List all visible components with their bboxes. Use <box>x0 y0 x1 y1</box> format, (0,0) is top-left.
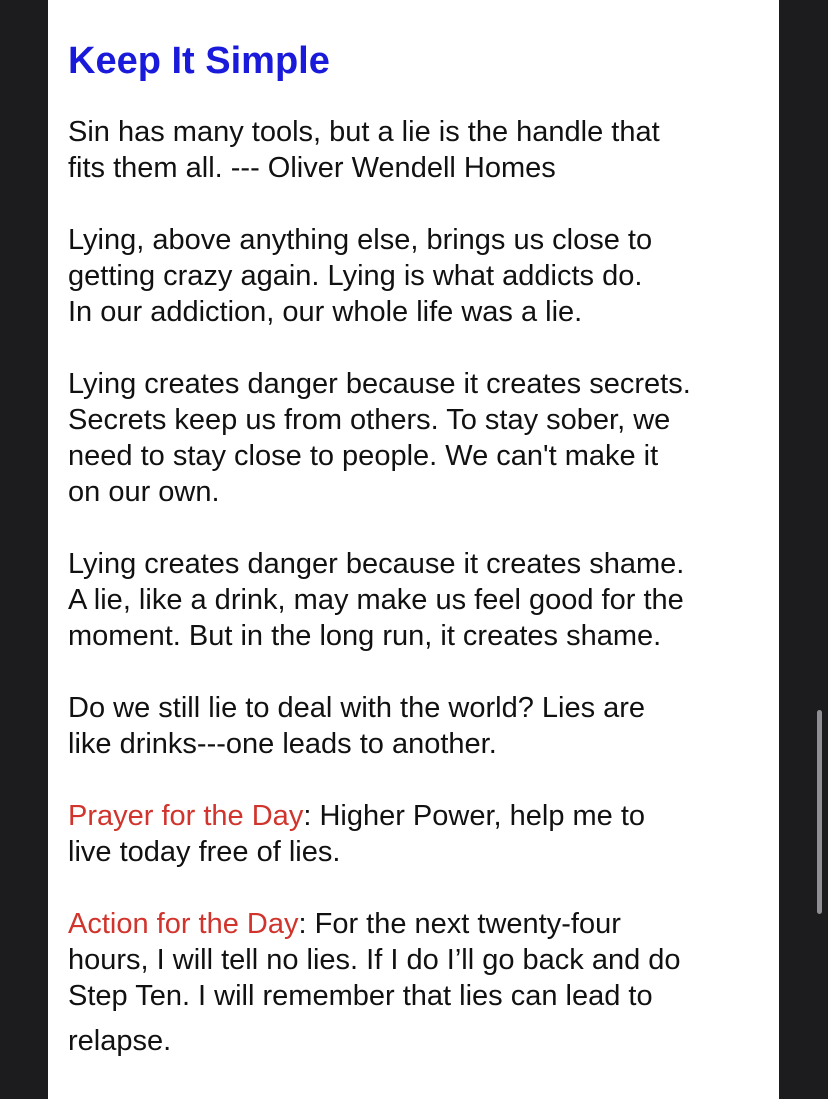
text-line <box>68 906 768 942</box>
text-line: need to stay close to people. We can't make it <box>68 440 659 472</box>
text-line: like drinks---one leads to another. <box>68 728 497 760</box>
text-line: Lying creates danger because it creates shame. <box>68 548 685 580</box>
text-line: Lying creates danger because it creates secrets. <box>68 368 691 400</box>
text-line: fits them all. --- Oliver Wendell Homes <box>68 152 556 184</box>
quote-paragraph <box>68 114 768 186</box>
prayer-text: : Higher Power, help me to <box>303 800 646 832</box>
article <box>68 36 768 1095</box>
text-line: on our own. <box>68 476 220 508</box>
text-line <box>68 798 768 834</box>
body-paragraph <box>68 690 768 762</box>
text-line: In our addiction, our whole life was a lie. <box>68 296 583 328</box>
action-text: : For the next twenty-four <box>298 908 621 940</box>
text-line: relapse. <box>68 1025 172 1057</box>
text-line: Lying, above anything else, brings us close to <box>68 224 653 256</box>
vertical-scrollbar[interactable] <box>817 710 822 914</box>
reading-page <box>48 0 779 1099</box>
text-line: A lie, like a drink, may make us feel good for the <box>68 584 684 616</box>
text-line: live today free of lies. <box>68 836 341 868</box>
body-paragraph <box>68 546 768 654</box>
action-paragraph <box>68 906 768 1059</box>
text-line: getting crazy again. Lying is what addicts do. <box>68 260 643 292</box>
text-line: Step Ten. I will remember that lies can lead to <box>68 980 653 1012</box>
action-label: Action for the Day <box>68 908 299 940</box>
text-line: hours, I will tell no lies. If I do I’ll go back and do <box>68 944 681 976</box>
text-line: Secrets keep us from others. To stay sober, we <box>68 404 671 436</box>
body-paragraph <box>68 366 768 510</box>
page-title: Keep It Simple <box>68 40 330 82</box>
body-paragraph <box>68 222 768 330</box>
text-line: Do we still lie to deal with the world? Lies are <box>68 692 646 724</box>
text-line: Sin has many tools, but a lie is the handle that <box>68 116 660 148</box>
text-line: moment. But in the long run, it creates shame. <box>68 620 662 652</box>
prayer-paragraph <box>68 798 768 870</box>
prayer-label: Prayer for the Day <box>68 800 304 832</box>
